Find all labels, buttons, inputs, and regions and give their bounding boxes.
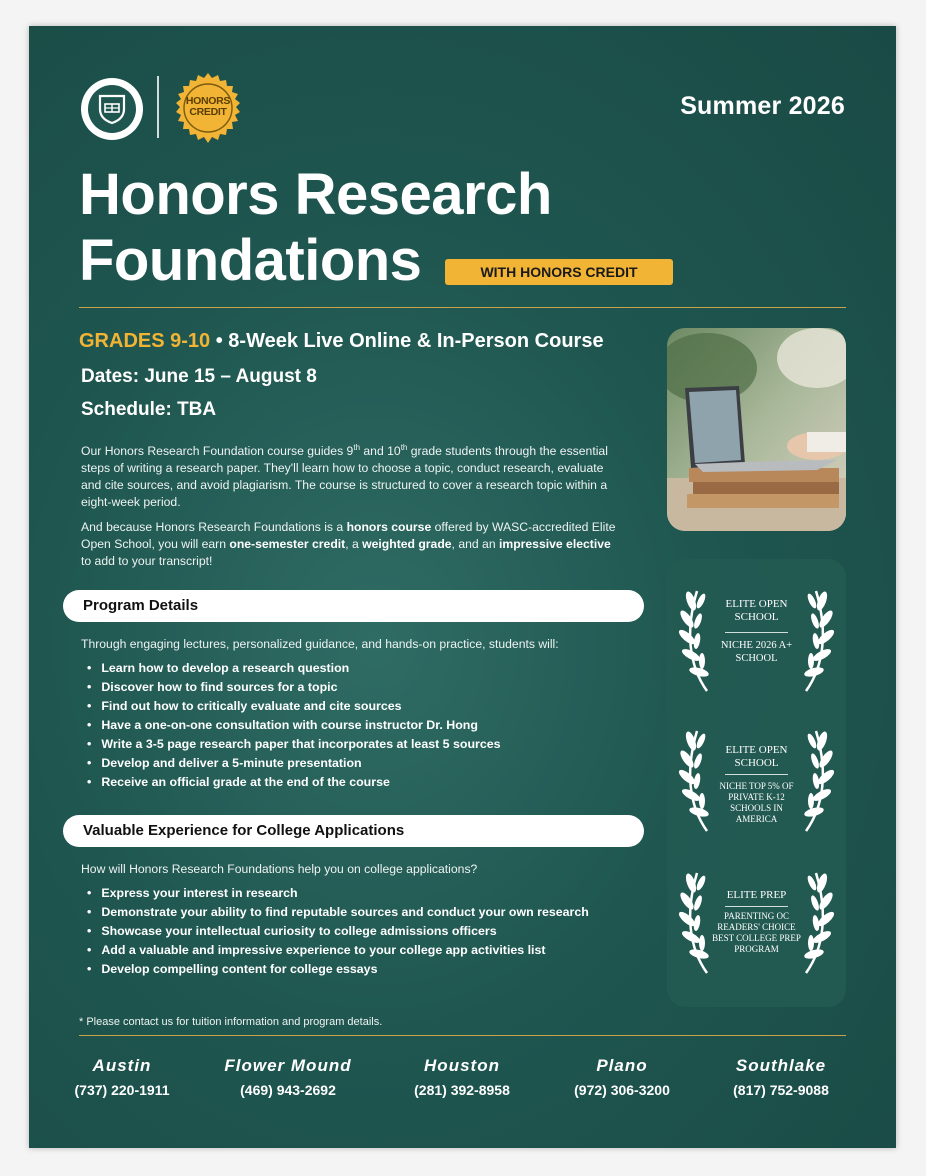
list-item: • Showcase your intellectual curiosity to college admissions officers <box>87 922 589 941</box>
list-item: • Express your interest in research <box>87 884 589 903</box>
description-paragraph-1: Our Honors Research Foundation course guides 9th and 10th grade students through the essential steps of writing a research paper. They'll learn how to choose a topic, conduct research, evaluate and cite sources, and avoid plagiarism. The course is structured to cover a research topic within a eight-week period. <box>81 443 608 510</box>
title-line-1: Honors Research <box>79 162 552 227</box>
award-subtitle: PARENTING OC READERS' CHOICE BEST COLLEGE PREP PROGRAM <box>712 911 801 954</box>
list-item: • Write a 3-5 page research paper that incorporates at least 5 sources <box>87 735 501 754</box>
college-experience-heading: Valuable Experience for College Applications <box>63 815 644 847</box>
college-list <box>87 884 589 979</box>
location-city: Southlake <box>735 1056 827 1075</box>
seal-text: HONORS CREDIT <box>185 95 231 118</box>
program-list <box>87 659 501 792</box>
college-intro: How will Honors Research Foundations help you on college applications? <box>81 862 478 876</box>
title-line-2: Foundations <box>79 228 422 293</box>
location-city: Flower Mound <box>224 1056 352 1075</box>
list-item: • Demonstrate your ability to find reputable sources and conduct your own research <box>87 903 589 922</box>
location-city: Plano <box>596 1056 648 1075</box>
program-details-heading: Program Details <box>63 590 644 622</box>
location-city: Houston <box>424 1056 500 1075</box>
season-label: Summer 2026 <box>680 92 845 120</box>
award-subtitle: NICHE 2026 A+ SCHOOL <box>720 640 793 664</box>
location-phone[interactable]: (737) 220-1911 <box>74 1082 170 1098</box>
description-paragraph-2: And because Honors Research Foundations is a honors course offered by WASC-accredited Elite Open School, you will earn one-semester credit, a weighted grade, and an impressive elective to add to your transcript! <box>81 520 616 568</box>
laptop-books-image <box>667 328 846 531</box>
course-schedule: Schedule: TBA <box>81 399 217 420</box>
grades-separator: • <box>210 330 229 352</box>
honors-credit-seal <box>171 72 245 146</box>
list-item: • Receive an official grade at the end of the course <box>87 773 501 792</box>
award-title: ELITE OPEN SCHOOL <box>725 744 788 769</box>
award-title: ELITE PREP <box>726 889 787 901</box>
student-laptop-photo <box>667 328 846 531</box>
list-item: • Have a one-on-one consultation with course instructor Dr. Hong <box>87 716 501 735</box>
flyer <box>29 26 896 1148</box>
course-dates: Dates: June 15 – August 8 <box>81 366 317 387</box>
logo-divider <box>157 76 159 138</box>
award-niche-top-5 <box>667 711 846 841</box>
list-item: • Find out how to critically evaluate and cite sources <box>87 697 501 716</box>
course-format: 8-Week Live Online & In-Person Course <box>228 330 604 352</box>
location-phone[interactable]: (972) 306-3200 <box>574 1082 670 1098</box>
list-item: • Add a valuable and impressive experience to your college app activities list <box>87 941 589 960</box>
shield-icon <box>97 93 127 125</box>
award-parenting-oc <box>667 853 846 983</box>
list-item: • Develop and deliver a 5-minute presentation <box>87 754 501 773</box>
course-grades-line <box>79 330 604 353</box>
location-city: Austin <box>92 1056 152 1075</box>
tuition-footnote: * Please contact us for tuition information and program details. <box>79 1016 383 1028</box>
header-divider <box>79 307 846 308</box>
honors-credit-badge: WITH HONORS CREDIT <box>445 259 673 285</box>
laurel-wreath-icon <box>667 571 846 701</box>
award-title: ELITE OPEN SCHOOL <box>725 598 788 623</box>
location-phone[interactable]: (281) 392-8958 <box>414 1082 510 1098</box>
award-niche-a-plus <box>667 571 846 701</box>
location-phone[interactable]: (817) 752-9088 <box>733 1082 829 1098</box>
award-subtitle: NICHE TOP 5% OF PRIVATE K-12 SCHOOLS IN AMERICA <box>719 781 794 824</box>
location-phone[interactable]: (469) 943-2692 <box>240 1082 336 1098</box>
awards-panel <box>667 559 846 1007</box>
list-item: • Learn how to develop a research question <box>87 659 501 678</box>
footer-divider <box>79 1035 846 1036</box>
school-shield-logo <box>81 78 143 140</box>
list-item: • Discover how to find sources for a topic <box>87 678 501 697</box>
list-item: • Develop compelling content for college essays <box>87 960 589 979</box>
grades-label: GRADES 9-10 <box>79 330 211 352</box>
program-intro: Through engaging lectures, personalized guidance, and hands-on practice, students will: <box>81 637 559 651</box>
